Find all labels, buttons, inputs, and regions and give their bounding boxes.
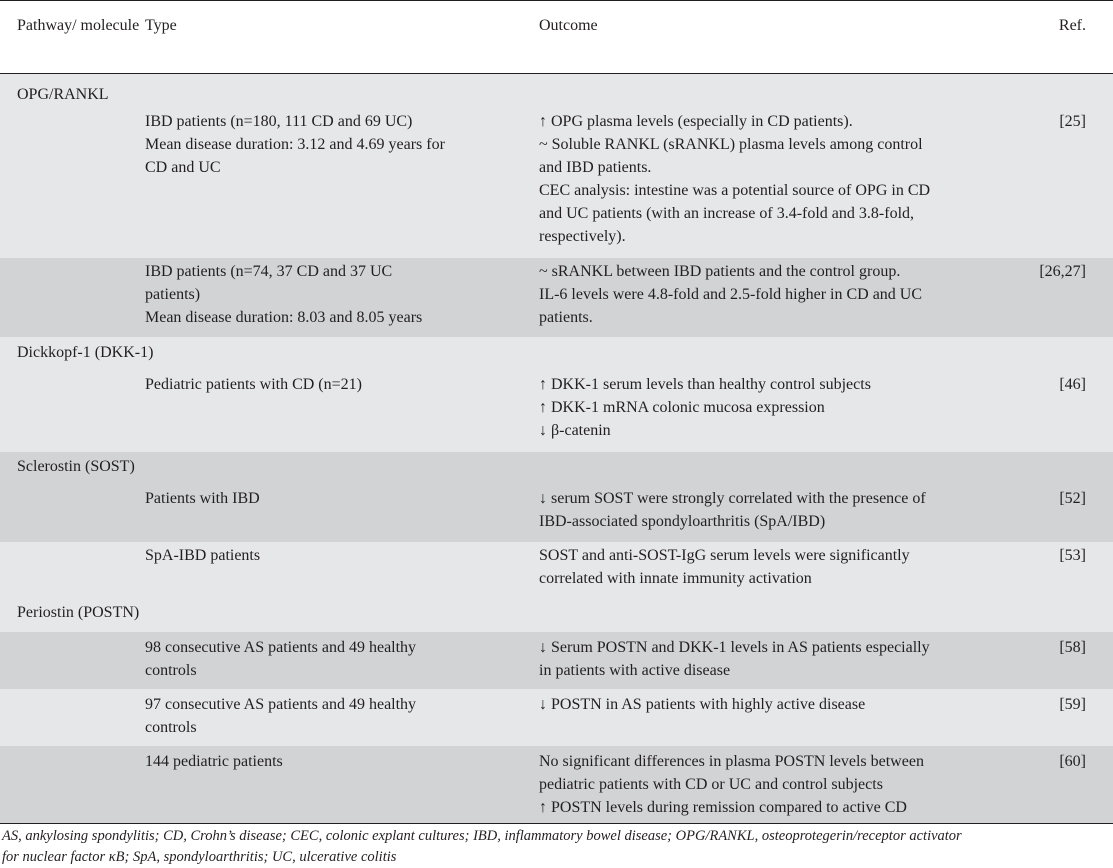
ref-cell: [59] <box>1059 696 1086 713</box>
table-bottom-rule <box>0 823 1113 824</box>
ref-cell: [58] <box>1059 639 1086 656</box>
header-type: Type <box>145 17 177 34</box>
table-row-sost-2 <box>0 542 1113 632</box>
table-row-opg-2 <box>0 258 1113 337</box>
outcome-cell: ↑ DKK-1 serum levels than healthy control subjects ↑ DKK-1 mRNA colonic mucosa expression ↓ β-catenin <box>539 376 871 439</box>
type-cell: 144 pediatric patients <box>145 753 283 770</box>
ref-cell: [25] <box>1059 113 1086 130</box>
type-cell: SpA-IBD patients <box>145 547 261 564</box>
ref-cell: [53] <box>1059 547 1086 564</box>
outcome-cell: ↑ OPG plasma levels (especially in CD patients). ~ Soluble RANKL (sRANKL) plasma levels among control and IBD patients. CEC analysis: intestine was a potential source of OPG in CD and UC patients (with an increase of 3.4-fold and 3.8-fold, respectively). <box>539 113 931 245</box>
outcome-cell: SOST and anti-SOST-IgG serum levels were significantly correlated with innate immunity activation <box>539 547 910 587</box>
ref-cell: [52] <box>1059 490 1086 507</box>
type-cell: IBD patients (n=74, 37 CD and 37 UC patients) Mean disease duration: 8.03 and 8.05 years <box>145 263 423 326</box>
ref-cell: [60] <box>1059 753 1086 770</box>
table-row-sost-1 <box>0 452 1113 542</box>
outcome-cell: No significant differences in plasma POSTN levels between pediatric patients with CD or UC and control subjects ↑ POSTN levels during remission compared to active CD <box>539 753 924 816</box>
ref-cell: [46] <box>1059 376 1086 393</box>
header-outcome: Outcome <box>539 17 598 34</box>
table-footnote: AS, ankylosing spondylitis; CD, Crohn’s disease; CEC, colonic explant cultures; IBD, inflammatory bowel disease; OPG/RANKL, osteoprotegerin/receptor activator for nuclear factor κB; SpA, spondyloarthritis; UC, ulcerative colitis <box>2 828 962 865</box>
outcome-cell: ↓ POSTN in AS patients with highly active disease <box>539 696 866 713</box>
type-cell: Pediatric patients with CD (n=21) <box>145 376 362 393</box>
type-cell: 98 consecutive AS patients and 49 healthy controls <box>145 639 417 679</box>
header-pathway: Pathway/ molecule <box>17 17 140 34</box>
type-cell: 97 consecutive AS patients and 49 healthy controls <box>145 696 417 736</box>
type-cell: Patients with IBD <box>145 490 260 507</box>
outcome-cell: ↓ serum SOST were strongly correlated with the presence of IBD-associated spondyloarthritis (SpA/IBD) <box>539 490 926 530</box>
table-row-postn-1 <box>0 632 1113 689</box>
group-label-opg: OPG/RANKL <box>17 86 109 103</box>
table-row-opg-1 <box>0 74 1113 258</box>
group-label-sost: Sclerostin (SOST) <box>17 458 135 475</box>
table-row-dkk <box>0 337 1113 452</box>
table-row-postn-3 <box>0 746 1113 823</box>
outcome-cell: ~ sRANKL between IBD patients and the control group. IL-6 levels were 4.8-fold and 2.5-fold higher in CD and UC patients. <box>539 263 923 326</box>
header-ref: Ref. <box>1058 17 1086 34</box>
table-top-rule <box>0 0 1113 1</box>
table-row-postn-2 <box>0 689 1113 746</box>
outcome-cell: ↓ Serum POSTN and DKK-1 levels in AS patients especially in patients with active disease <box>539 639 930 679</box>
type-cell: IBD patients (n=180, 111 CD and 69 UC) Mean disease duration: 3.12 and 4.69 years for CD and UC <box>145 113 445 176</box>
group-label-postn: Periostin (POSTN) <box>17 604 140 621</box>
group-label-dkk: Dickkopf-1 (DKK-1) <box>17 344 154 361</box>
ref-cell: [26,27] <box>1039 263 1086 280</box>
